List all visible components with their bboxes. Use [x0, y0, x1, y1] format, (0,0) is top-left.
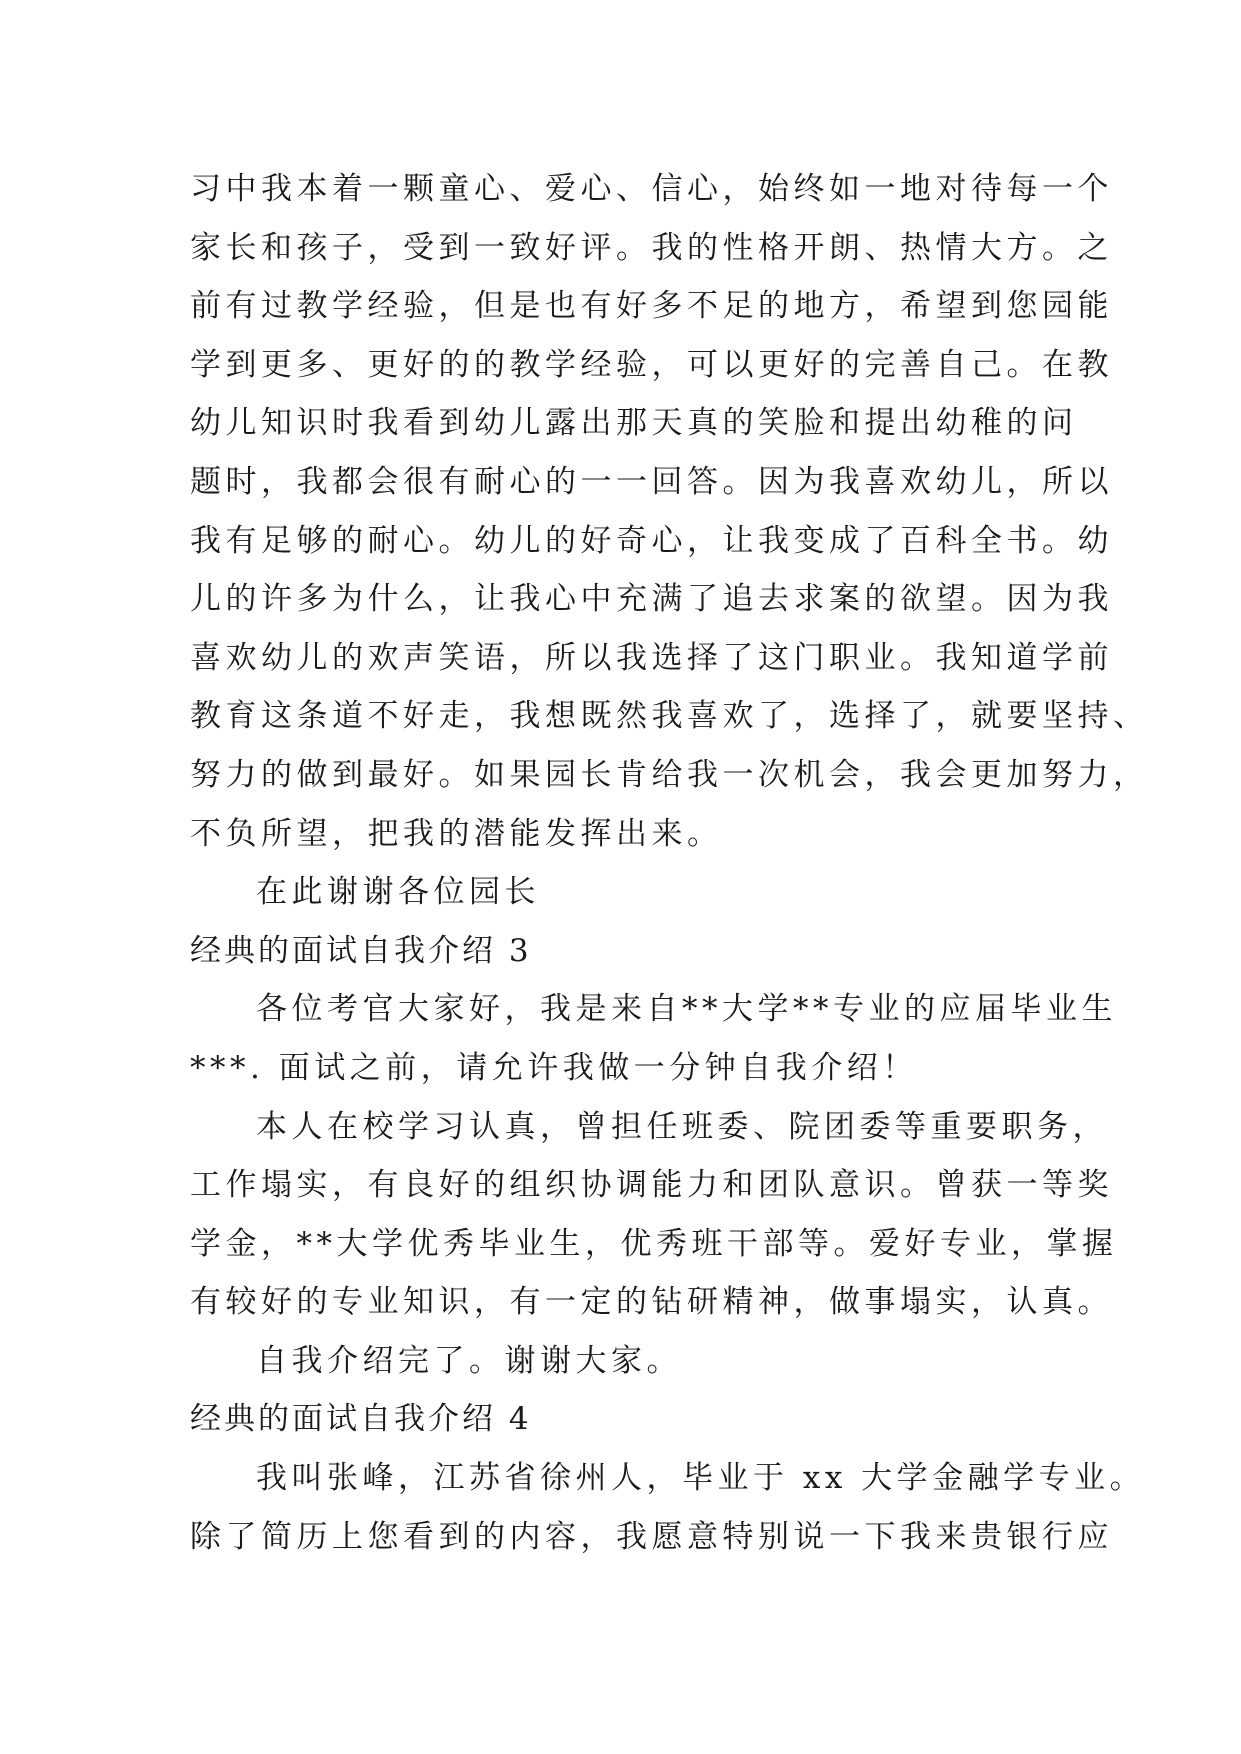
- section-2-body: [190, 160, 1149, 922]
- paragraph-line: 我叫张峰，江苏省徐州人，毕业于 xx 大学金融学专业。: [256, 1460, 1146, 1497]
- section-4: [190, 1390, 1146, 1566]
- section-heading: 经典的面试自我介绍 4: [190, 1401, 532, 1438]
- paragraph-line: 本人在校学习认真，曾担任班委、院团委等重要职务，: [256, 1108, 1108, 1145]
- paragraph-line: 题时，我都会很有耐心的一一回答。因为我喜欢幼儿，所以: [190, 463, 1113, 500]
- paragraph-line: 工作塌实，有良好的组织协调能力和团队意识。曾获一等奖: [190, 1167, 1113, 1204]
- paragraph-line: 除了简历上您看到的内容，我愿意特别说一下我来贵银行应: [190, 1518, 1113, 1555]
- paragraph-line: 前有过教学经验，但是也有好多不足的地方，希望到您园能: [190, 288, 1113, 325]
- paragraph-line: 我有足够的耐心。幼儿的好奇心，让我变成了百科全书。幼: [190, 522, 1113, 559]
- section-heading: 经典的面试自我介绍 3: [190, 932, 532, 969]
- paragraph-line: 教育这条道不好走，我想既然我喜欢了，选择了，就要坚持、: [190, 698, 1149, 735]
- closing-line: 在此谢谢各位园长: [256, 874, 540, 911]
- paragraph-line: 幼儿知识时我看到幼儿露出那天真的笑脸和提出幼稚的问: [190, 405, 1078, 442]
- paragraph-line: 学金，**大学优秀毕业生，优秀班干部等。爱好专业，掌握: [190, 1225, 1118, 1262]
- paragraph-line: 各位考官大家好，我是来自**大学**专业的应届毕业生: [256, 991, 1117, 1028]
- closing-line: 自我介绍完了。谢谢大家。: [256, 1342, 682, 1379]
- document-page: [190, 160, 1149, 1566]
- paragraph-line: 有较好的专业知识，有一定的钻研精神，做事塌实，认真。: [190, 1284, 1113, 1321]
- paragraph-line: 习中我本着一颗童心、爱心、信心，始终如一地对待每一个: [190, 171, 1113, 207]
- paragraph-line: 学到更多、更好的的教学经验，可以更好的完善自己。在教: [190, 346, 1113, 383]
- section-3: [190, 922, 1118, 1391]
- paragraph-line: 努力的做到最好。如果园长肯给我一次机会，我会更加努力，: [190, 756, 1149, 793]
- paragraph-line: 家长和孩子，受到一致好评。我的性格开朗、热情大方。之: [190, 229, 1113, 266]
- paragraph-line: 喜欢幼儿的欢声笑语，所以我选择了这门职业。我知道学前: [190, 639, 1113, 676]
- paragraph-line: ***. 面试之前，请允许我做一分钟自我介绍！: [190, 1049, 918, 1086]
- paragraph-line: 不负所望，把我的潜能发挥出来。: [190, 815, 723, 852]
- paragraph-line: 儿的许多为什么，让我心中充满了追去求案的欲望。因为我: [190, 581, 1113, 618]
